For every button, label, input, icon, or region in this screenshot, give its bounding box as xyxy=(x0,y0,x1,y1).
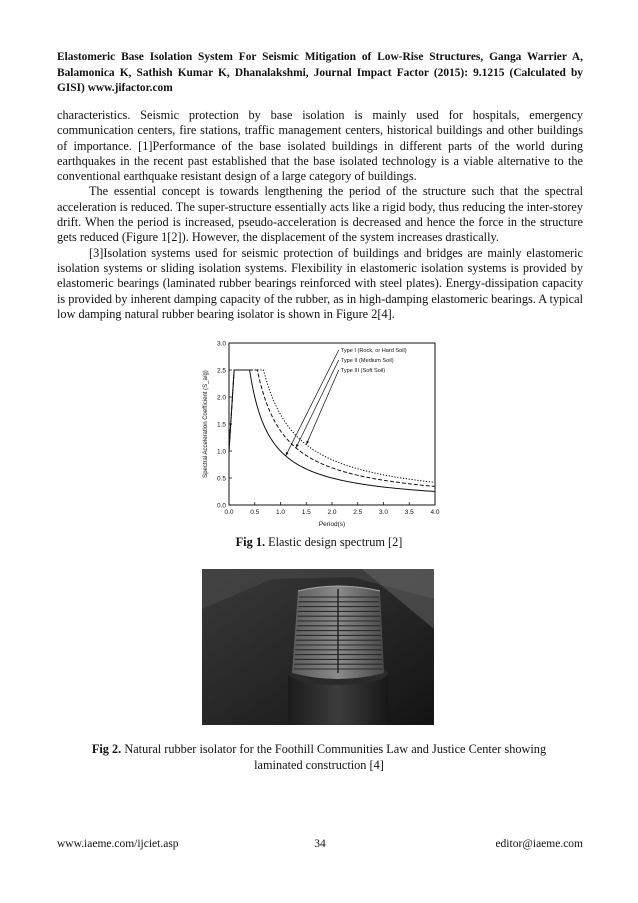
series-line-2 xyxy=(229,370,434,486)
figure-2-caption-text: Natural rubber isolator for the Foothill Communities Law and Justice Center showing laminated construction [4] xyxy=(124,742,547,772)
x-tick-label: 0.0 xyxy=(224,509,234,516)
legend-leader-line xyxy=(306,370,338,445)
elastic-design-spectrum-chart xyxy=(199,337,445,529)
page-footer xyxy=(57,838,583,854)
figure-1-label: Fig 1. xyxy=(235,535,266,549)
y-tick-label: 3.0 xyxy=(216,340,226,348)
body-text xyxy=(57,108,583,322)
running-head: Elastomeric Base Isolation System For Seismic Mitigation of Low-Rise Structures, Ganga Warrier A, Balamonica K, Sathish Kumar K, Dhanalakshmi, Journal Impact Factor (2015): 9.1215 (Calculated by GISI) www.jifactor.com xyxy=(57,51,583,94)
x-tick-label: 2.0 xyxy=(327,509,337,516)
legend-arrowhead xyxy=(296,444,299,448)
x-tick-label: 4.0 xyxy=(430,509,440,516)
legend-entry: Type II (Medium Soil) xyxy=(340,358,394,364)
x-tick-label: 1.5 xyxy=(301,509,311,516)
x-tick-label: 3.5 xyxy=(404,509,414,516)
x-tick-label: 0.5 xyxy=(250,509,260,516)
x-axis-label: Period(s) xyxy=(318,521,346,528)
figure-1-caption-text: Elastic design spectrum [2] xyxy=(268,535,403,549)
legend-entry: Type I (Rock, or Hard Soil) xyxy=(340,348,407,354)
y-tick-label: 0.0 xyxy=(216,502,226,510)
x-tick-label: 2.5 xyxy=(353,509,363,516)
paragraph-1: characteristics. Seismic protection by base isolation is mainly used for hospitals, emergency communication centers, fire stations, traffic management centers, historical buildings and other buildings of importance. [1]Performance of the base isolated buildings in different parts of the world during earthquakes in the recent past established that the base isolated technology is a viable alternative to the conventional earthquake resistant design of a large category of buildings. xyxy=(57,108,583,184)
rubber-isolator-photo xyxy=(202,569,434,725)
figure-1-caption xyxy=(0,535,638,550)
y-tick-label: 2.5 xyxy=(216,367,226,375)
paragraph-2: The essential concept is towards lengthening the period of the structure such that the spectral acceleration is reduced. The super-structure essentially acts like a rigid body, thus reducing the inter-storey drift. When the period is increased, pseudo-acceleration is decreased and hence the force in the structure gets reduced (Figure 1[2]). However, the displacement of the system increases drastically. xyxy=(57,184,583,245)
x-tick-label: 3.0 xyxy=(378,509,389,516)
legend-leader-line xyxy=(286,350,339,456)
figure-2-caption xyxy=(75,741,563,773)
y-tick-label: 1.5 xyxy=(216,421,226,429)
x-tick-label: 1.0 xyxy=(275,509,286,516)
y-axis-label: Spectral Acceleration Coefficient (S_a/g) xyxy=(203,370,209,478)
figure-2-label: Fig 2. xyxy=(91,742,122,756)
paragraph-3: [3]Isolation systems used for seismic protection of buildings and bridges are mainly elastomeric isolation systems or sliding isolation systems. Flexibility in elastomeric isolation systems is provided by elastomeric bearings (laminated rubber bearings reinforced with steel plates). Energy-dissipation capacity is provided by inherent damping capacity of the rubber, as in high-damping elastomeric bearings. A typical low damping natural rubber bearing isolator is shown in Figure 2[4]. xyxy=(57,245,583,321)
legend-leader-line xyxy=(296,360,339,448)
legend-arrowhead xyxy=(306,441,309,445)
figure-2-photo xyxy=(202,569,434,725)
y-tick-label: 0.5 xyxy=(216,475,226,483)
footer-url[interactable]: www.iaeme.com/ijciet.asp xyxy=(57,838,179,850)
series-line-1 xyxy=(229,370,435,492)
y-tick-label: 1.0 xyxy=(216,448,226,456)
plot-frame xyxy=(229,343,435,505)
footer-email[interactable]: editor@iaeme.com xyxy=(495,838,583,850)
page-number: 34 xyxy=(314,838,326,850)
y-tick-label: 2.0 xyxy=(216,394,226,402)
legend-arrowhead xyxy=(286,452,289,456)
legend-entry: Type III (Soft Soil) xyxy=(340,368,386,374)
figure-1-chart xyxy=(199,337,445,529)
